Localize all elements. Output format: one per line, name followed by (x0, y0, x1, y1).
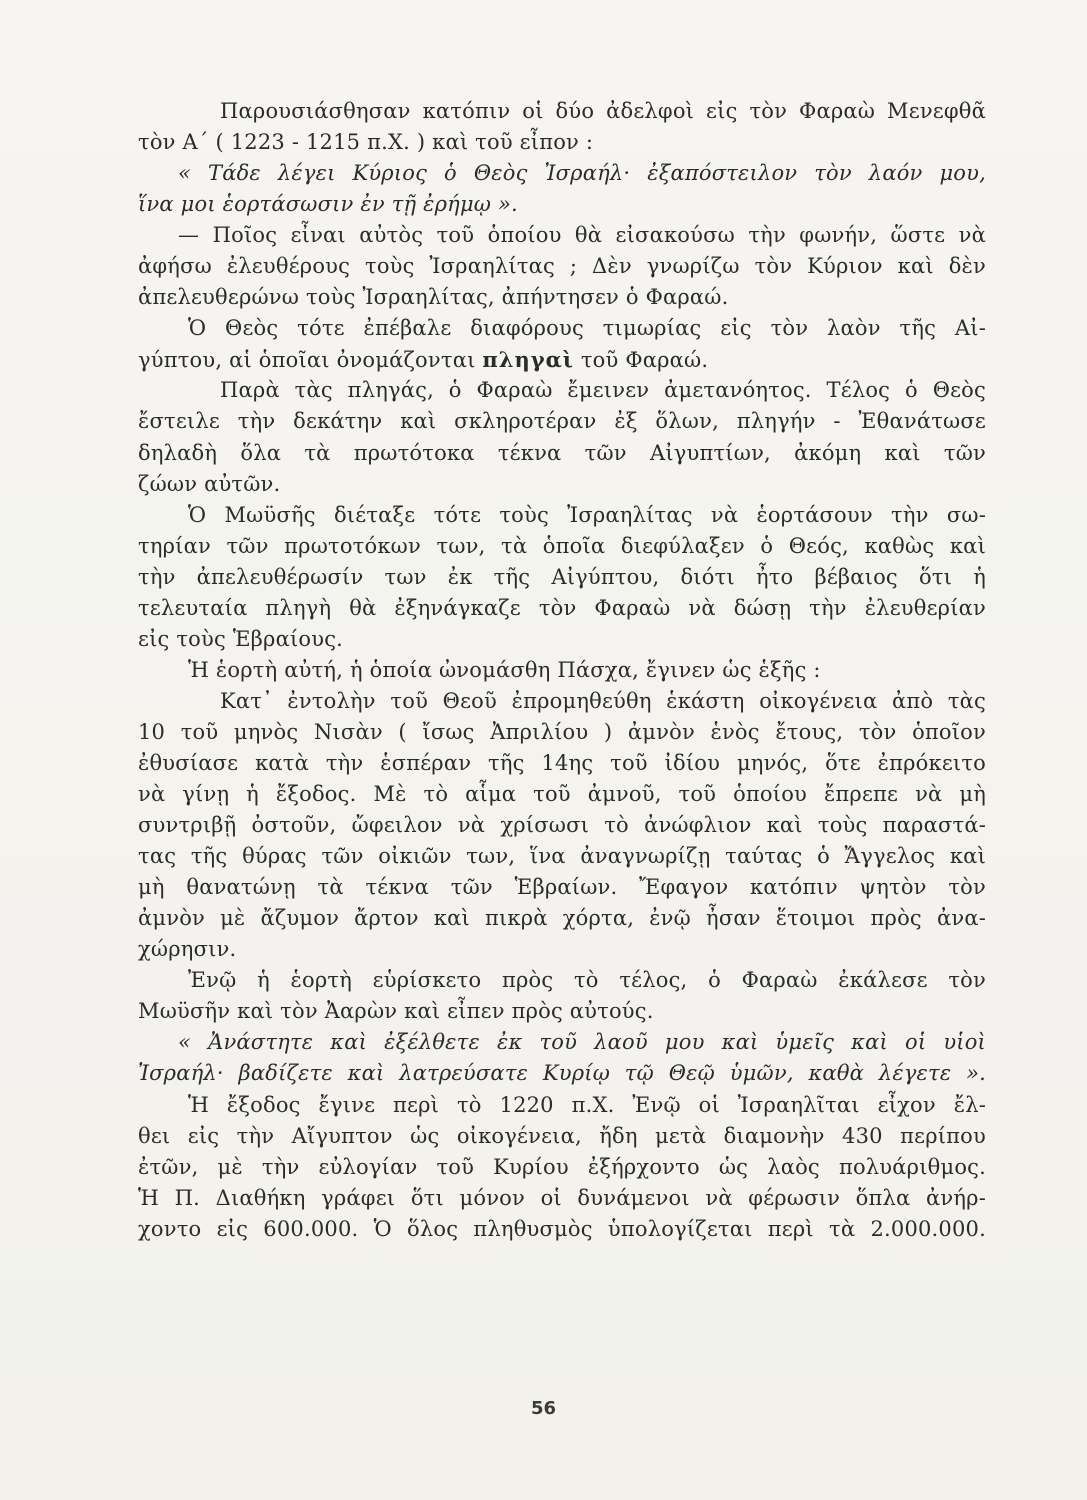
text-line: τας τῆς θύρας τῶν οἰκιῶν των, ἵνα ἀναγνωρίζῃ ταύτας ὁ Ἄγγελος καὶ (138, 844, 986, 869)
text-line: χοντο εἰς 600.000. Ὁ ὅλος πληθυσμὸς ὑπολογίζεται περὶ τὰ 2.000.000. (138, 1216, 986, 1241)
text-line: συντριβῇ ὀστοῦν, ὤφειλον νὰ χρίσωσι τὸ ἀνώφλιον καὶ τοὺς παραστά- (138, 813, 986, 838)
text-line: τηρίαν τῶν πρωτοτόκων των, τὰ ὁποῖα διεφύλαξεν ὁ Θεός, καθὼς καὶ (138, 533, 986, 558)
bold-term: πληγαὶ (482, 347, 574, 373)
text-line: ἔστειλε τὴν δεκάτην καὶ σκληροτέραν ἐξ ὅλων, πληγήν - Ἐθανάτωσε (138, 409, 986, 434)
text-line: Κατ᾽ ἐντολὴν τοῦ Θεοῦ ἐπρομηθεύθη ἑκάστη οἰκογένεια ἀπὸ τὰς (220, 688, 986, 713)
text-line: νὰ γίνῃ ἡ ἔξοδος. Μὲ τὸ αἷμα τοῦ ἀμνοῦ, τοῦ ὁποίου ἔπρεπε νὰ μὴ (138, 782, 986, 807)
text-line: τὴν ἀπελευθέρωσίν των ἐκ τῆς Αἰγύπτου, διότι ἦτο βέβαιος ὅτι ἡ (138, 564, 986, 589)
text-line: ζώων αὐτῶν. (138, 471, 281, 496)
text-line: Παρὰ τὰς πληγάς, ὁ Φαραὼ ἔμεινεν ἀμετανόητος. Τέλος ὁ Θεὸς (220, 378, 986, 403)
text-line: τὸν Α΄ ( 1223 - 1215 π.Χ. ) καὶ τοῦ εἶπον : (138, 130, 594, 155)
text-line: γύπτου, αἱ ὁποῖαι ὀνομάζονται πληγαὶ τοῦ Φαραώ. (138, 347, 709, 373)
text-line: « Τάδε λέγει Κύριος ὁ Θεὸς Ἰσραήλ· ἐξαπόστειλον τὸν λαόν μου, (178, 161, 986, 186)
text-line: θει εἰς τὴν Αἴγυπτον ὡς οἰκογένεια, ἤδη μετὰ διαμονὴν 430 περίπου (138, 1123, 986, 1148)
page-number: 56 (530, 1398, 557, 1419)
body-text (138, 96, 986, 1245)
text-line: ἐθυσίασε κατὰ τὴν ἑσπέραν τῆς 14ης τοῦ ἰδίου μηνός, ὅτε ἐπρόκειτο (138, 750, 986, 775)
text-line: τελευταία πληγὴ θὰ ἐξηνάγκαζε τὸν Φαραὼ νὰ δώσῃ τὴν ἐλευθερίαν (138, 595, 986, 620)
text-line: μὴ θανατώνῃ τὰ τέκνα τῶν Ἑβραίων. Ἔφαγον κατόπιν ψητὸν τὸν (138, 875, 986, 900)
text-line: ἵνα μοι ἑορτάσωσιν ἐν τῇ ἐρήμῳ ». (138, 192, 518, 217)
text-line: « Ἀνάστητε καὶ ἐξέλθετε ἐκ τοῦ λαοῦ μου καὶ ὑμεῖς καὶ οἱ υἱοὶ (178, 1030, 986, 1055)
text-line: Ἐνῷ ἡ ἑορτὴ εὑρίσκετο πρὸς τὸ τέλος, ὁ Φαραὼ ἐκάλεσε τὸν (188, 968, 986, 993)
text-line: Ἡ ἔξοδος ἔγινε περὶ τὸ 1220 π.Χ. Ἐνῷ οἱ Ἰσραηλῖται εἶχον ἔλ- (188, 1092, 986, 1117)
text-line: — Ποῖος εἶναι αὐτὸς τοῦ ὁποίου θὰ εἰσακούσω τὴν φωνήν, ὥστε νὰ (178, 223, 986, 248)
text-line: Ἰσραήλ· βαδίζετε καὶ λατρεύσατε Κυρίῳ τῷ Θεῷ ὑμῶν, καθὰ λέγετε ». (138, 1061, 986, 1086)
text-line: Μωϋσῆν καὶ τὸν Ἀαρὼν καὶ εἶπεν πρὸς αὐτούς. (138, 999, 654, 1024)
text-line: Παρουσιάσθησαν κατόπιν οἱ δύο ἀδελφοὶ εἰς τὸν Φαραὼ Μενεφθᾶ (220, 99, 986, 123)
text-line: Ὁ Μωϋσῆς διέταξε τότε τοὺς Ἰσραηλίτας νὰ ἑορτάσουν τὴν σω- (188, 502, 986, 527)
text-line: δηλαδὴ ὅλα τὰ πρωτότοκα τέκνα τῶν Αἰγυπτίων, ἀκόμη καὶ τῶν (138, 440, 986, 465)
text-line: Ἡ Π. Διαθήκη γράφει ὅτι μόνον οἱ δυνάμενοι νὰ φέρωσιν ὅπλα ἀνήρ- (138, 1185, 986, 1210)
text-line: ἐτῶν, μὲ τὴν εὐλογίαν τοῦ Κυρίου ἐξήρχοντο ὡς λαὸς πολυάριθμος. (138, 1154, 986, 1179)
text-line: Ὁ Θεὸς τότε ἐπέβαλε διαφόρους τιμωρίας εἰς τὸν λαὸν τῆς Αἰ- (188, 316, 986, 341)
text-line: εἰς τοὺς Ἑβραίους. (138, 626, 344, 651)
text-line: 10 τοῦ μηνὸς Νισὰν ( ἴσως Ἀπριλίου ) ἀμνὸν ἑνὸς ἔτους, τὸν ὁποῖον (138, 719, 986, 744)
text-line: ἀπελευθερώνω τοὺς Ἰσραηλίτας, ἀπήντησεν ὁ Φαραώ. (138, 285, 729, 310)
text-line: Ἡ ἑορτὴ αὐτή, ἡ ὁποία ὠνομάσθη Πάσχα, ἔγινεν ὡς ἑξῆς : (188, 657, 821, 682)
text-line: ἀφήσω ἐλευθέρους τοὺς Ἰσραηλίτας ; Δὲν γνωρίζω τὸν Κύριον καὶ δὲν (138, 254, 986, 279)
text-line: χώρησιν. (138, 937, 237, 962)
text-line: ἀμνὸν μὲ ἄζυμον ἄρτον καὶ πικρὰ χόρτα, ἐνῷ ἦσαν ἕτοιμοι πρὸς ἀνα- (138, 906, 986, 931)
